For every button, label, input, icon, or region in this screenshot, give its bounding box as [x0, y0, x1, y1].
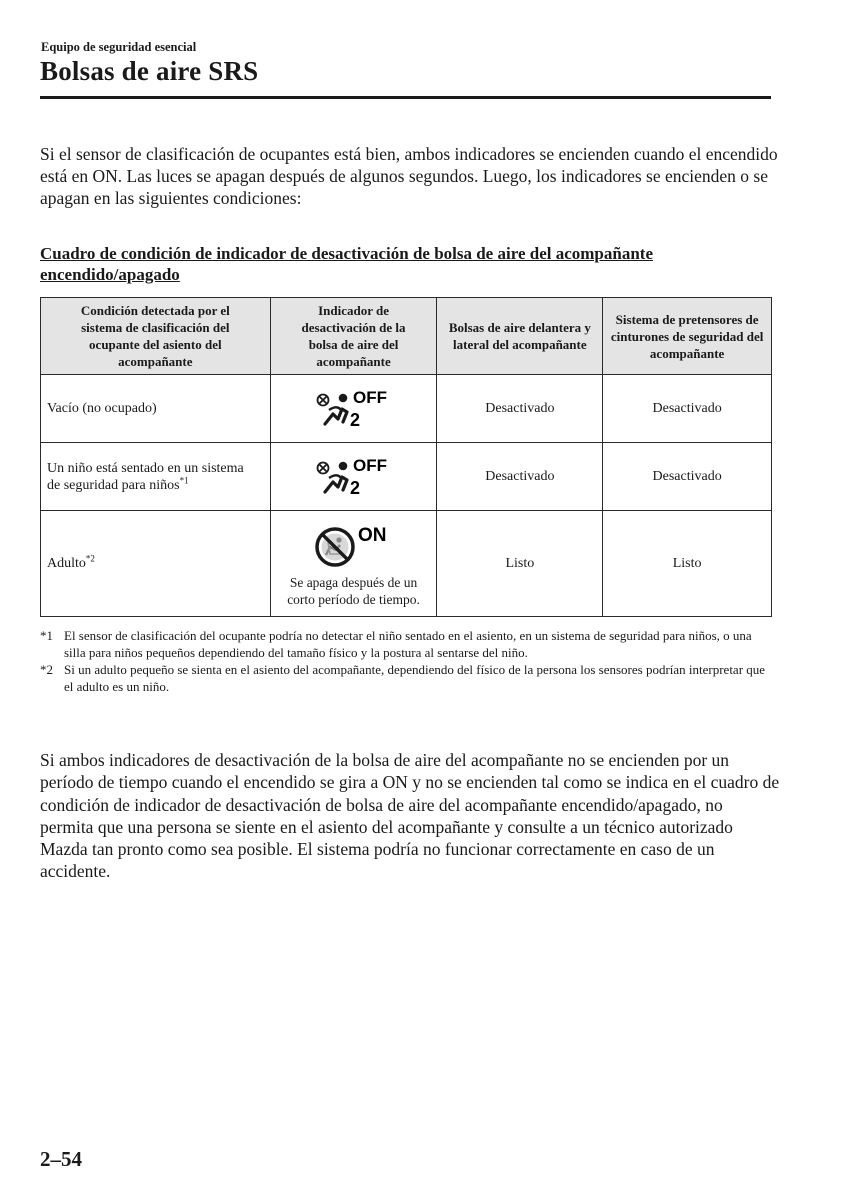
column-header-indicator: Indicador de desactivación de la bolsa de aire del acompañante — [270, 298, 437, 375]
closing-paragraph: Si ambos indicadores de desactivación de la bolsa de aire del acompañante no se encienden por un período de tiempo cuando el encendido se gira a ON y no se encienden tal como se indica en el cuadro de condición de indicador de desactivación de bolsa de aire del acompañante encendido/apagado, no permita que una persona se siente en el asiento del acompañante y consulte a un técnico autorizado Mazda tan pronto como sea posible. El sistema podría no funcionar correctamente en caso de un accidente. — [40, 750, 780, 882]
airbag-off-icon — [313, 386, 395, 432]
condition-cell — [41, 375, 271, 443]
column-header-airbags: Bolsas de aire delantera y lateral del acompañante — [437, 298, 603, 375]
indicator-note: Se apaga después de un corto período de tiempo. — [287, 574, 420, 607]
footnote-mark: *2 — [40, 662, 53, 677]
airbags-cell: Desactivado — [437, 375, 603, 443]
condition-cell — [41, 443, 271, 511]
footnote — [40, 661, 775, 695]
indicator-cell — [270, 511, 437, 617]
table-row — [41, 443, 772, 511]
condition-text: Adulto — [47, 556, 86, 571]
section-label: Equipo de seguridad esencial — [41, 40, 197, 54]
indicator-condition-table — [40, 297, 772, 617]
page-title: Bolsas de aire SRS — [40, 56, 259, 86]
pretensioners-cell: Listo — [603, 511, 772, 617]
column-header-condition: Condición detectada por el sistema de clasificación del ocupante del asiento del acompañante — [41, 298, 271, 375]
airbag-off-icon — [313, 454, 395, 500]
table-row — [41, 375, 772, 443]
pretensioners-cell: Desactivado — [603, 443, 772, 511]
pretensioners-cell: Desactivado — [603, 375, 772, 443]
condition-cell — [41, 511, 271, 617]
indicator-seat-number: 2 — [349, 409, 360, 430]
footnotes — [40, 627, 775, 695]
footnote-text: Si un adulto pequeño se sienta en el asiento del acompañante, dependiendo del físico de la persona los sensores podrían interpretar que el adulto es un niño. — [64, 662, 766, 694]
airbags-cell: Listo — [437, 511, 603, 617]
page-number: 2–54 — [40, 1147, 82, 1171]
footnote-mark: *1 — [179, 474, 189, 485]
table-header-row — [41, 298, 772, 375]
condition-text: Un niño está sentado en un sistema de seguridad para niños — [47, 460, 244, 493]
indicator-state-text: ON — [357, 524, 387, 546]
column-header-pretensioners: Sistema de pretensores de cinturones de seguridad del acompañante — [603, 298, 772, 375]
intro-paragraph: Si el sensor de clasificación de ocupantes está bien, ambos indicadores se encienden cuando el encendido está en ON. Las luces se apagan después de algunos segundos. Luego, los indicadores se encienden o se apagan en las siguientes condiciones: — [40, 144, 778, 208]
table-heading: Cuadro de condición de indicador de desactivación de bolsa de aire del acompañante encendido/apagado — [40, 244, 653, 284]
indicator-seat-number: 2 — [349, 477, 360, 498]
footnote-mark: *1 — [40, 628, 53, 643]
indicator-cell — [270, 443, 437, 511]
indicator-cell — [270, 375, 437, 443]
airbags-cell: Desactivado — [437, 443, 603, 511]
indicator-state-text: OFF — [352, 455, 387, 475]
footnote-text: El sensor de clasificación del ocupante podría no detectar el niño sentado en el asiento, en un sistema de seguridad para niños, o una silla para niños pequeños dependiendo del tamaño físico y la postura al sentarse del niño. — [64, 628, 752, 660]
airbag-on-icon — [312, 520, 396, 572]
footnote — [40, 627, 775, 661]
title-rule — [40, 96, 771, 99]
footnote-mark: *2 — [85, 553, 95, 564]
table-row — [41, 511, 772, 617]
indicator-state-text: OFF — [352, 387, 387, 407]
condition-text: Vacío (no ocupado) — [47, 401, 157, 416]
